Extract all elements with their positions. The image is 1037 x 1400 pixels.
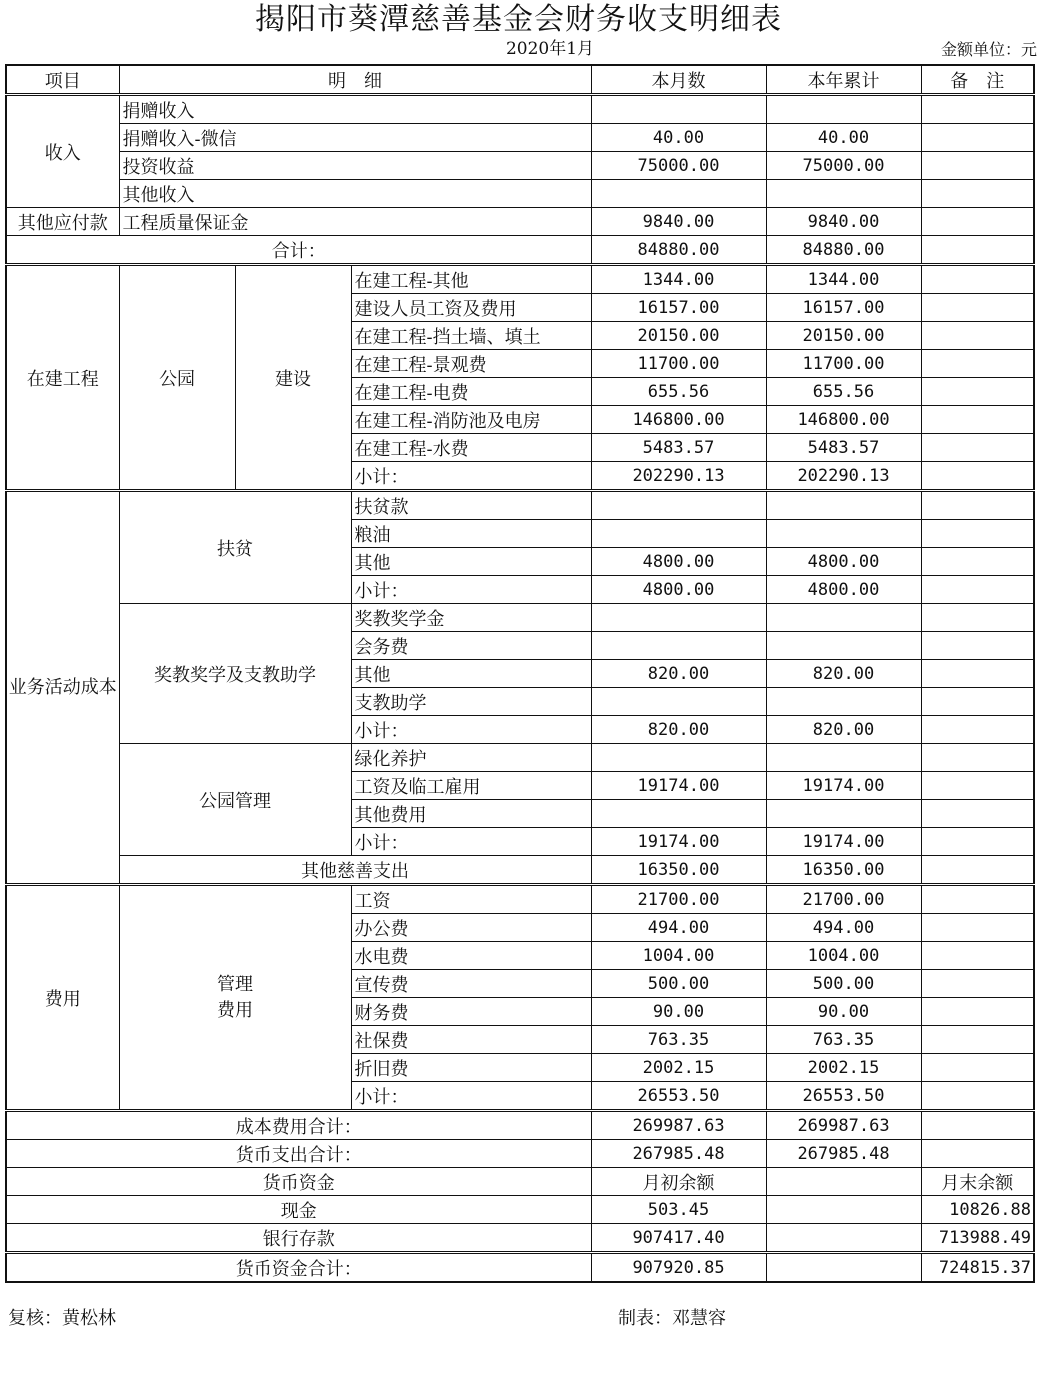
row-label: 在建工程-挡土墙、填土 [351,322,591,350]
header-note: 备 注 [921,65,1034,95]
month-value: 820.00 [591,716,766,744]
row-label: 建设人员工资及费用 [351,294,591,322]
report-title: 揭阳市葵潭慈善基金会财务收支明细表 [255,2,782,37]
month-value: 21700.00 [591,885,766,914]
table-row [6,604,1034,632]
cash-label: 现金 [6,1196,591,1224]
year-value [766,520,921,548]
row-label: 水电费 [351,942,591,970]
month-value [591,800,766,828]
table-row [6,265,1034,294]
expenses-group-label: 费用 [6,885,119,1111]
cash-out-total-label: 货币支出合计： [6,1140,591,1168]
note-cell [921,1140,1034,1168]
note-cell [921,350,1034,378]
management-line2: 费用 [217,999,253,1021]
note-cell [921,236,1034,265]
year-value: 19174.00 [766,772,921,800]
funds-header-row [6,1168,1034,1196]
row-label: 绿化养护 [351,744,591,772]
row-label: 扶贫款 [351,491,591,520]
start-value: 503.45 [591,1196,766,1224]
month-value [591,491,766,520]
month-value [591,604,766,632]
table-row [6,95,1034,124]
row-label: 捐赠收入 [119,95,591,124]
month-value: 16157.00 [591,294,766,322]
month-value [591,520,766,548]
year-value: 494.00 [766,914,921,942]
row-label: 小计： [351,1082,591,1111]
month-value: 20150.00 [591,322,766,350]
note-cell [921,914,1034,942]
note-cell [921,548,1034,576]
other-charity-label: 其他慈善支出 [119,856,591,885]
note-cell [921,124,1034,152]
note-cell [921,716,1034,744]
note-cell [921,180,1034,208]
funds-label: 货币资金 [6,1168,591,1196]
bank-label: 银行存款 [6,1224,591,1253]
year-value: 40.00 [766,124,921,152]
construction-group-label: 在建工程 [6,265,119,491]
row-label: 其他收入 [119,180,591,208]
year-value [766,604,921,632]
note-cell [921,322,1034,350]
month-value [591,95,766,124]
month-value: 19174.00 [591,772,766,800]
total-row [6,1111,1034,1140]
park-label: 公园管理 [119,744,351,856]
header-month: 本月数 [591,65,766,95]
note-cell [921,660,1034,688]
note-cell [921,604,1034,632]
month-value: 5483.57 [591,434,766,462]
year-value: 20150.00 [766,322,921,350]
month-value: 763.35 [591,1026,766,1054]
year-value: 16350.00 [766,856,921,885]
row-label: 折旧费 [351,1054,591,1082]
note-cell [921,942,1034,970]
year-value: 4800.00 [766,576,921,604]
row-label: 小计： [351,828,591,856]
row-label: 工资及临工雇用 [351,772,591,800]
note-cell [921,208,1034,236]
empty-cell [766,1196,921,1224]
year-value [766,688,921,716]
note-cell [921,434,1034,462]
note-cell [921,885,1034,914]
total-label: 合计： [6,236,591,265]
row-label: 小计： [351,716,591,744]
row-label: 在建工程-其他 [351,265,591,294]
table-row [6,1224,1034,1253]
month-value [591,180,766,208]
note-cell [921,95,1034,124]
year-value: 16157.00 [766,294,921,322]
end-value: 713988.49 [921,1224,1034,1253]
education-label: 奖教奖学及支教助学 [119,604,351,744]
note-cell [921,152,1034,180]
end-value: 10826.88 [921,1196,1034,1224]
row-label: 社保费 [351,1026,591,1054]
month-value: 500.00 [591,970,766,998]
construction-sub2-label: 建设 [235,265,351,491]
year-value [766,491,921,520]
poverty-label: 扶贫 [119,491,351,604]
month-value: 16350.00 [591,856,766,885]
year-value: 21700.00 [766,885,921,914]
note-cell [921,688,1034,716]
note-cell [921,576,1034,604]
row-label: 捐赠收入-微信 [119,124,591,152]
table-row [6,856,1034,885]
month-value: 202290.13 [591,462,766,491]
month-value [591,688,766,716]
empty-cell [766,1253,921,1283]
year-value: 84880.00 [766,236,921,265]
note-cell [921,744,1034,772]
table-row [6,885,1034,914]
month-value: 75000.00 [591,152,766,180]
payable-group-label: 其他应付款 [6,208,119,236]
table-row [6,1196,1034,1224]
note-cell [921,294,1034,322]
total-row [6,1140,1034,1168]
month-value [591,744,766,772]
year-value [766,95,921,124]
year-value: 267985.48 [766,1140,921,1168]
note-cell [921,970,1034,998]
month-value [591,632,766,660]
empty-cell [766,1224,921,1253]
month-value: 11700.00 [591,350,766,378]
year-value: 90.00 [766,998,921,1026]
funds-end-header: 月末余额 [921,1168,1034,1196]
year-value [766,180,921,208]
note-cell [921,1054,1034,1082]
note-cell [921,378,1034,406]
row-label: 投资收益 [119,152,591,180]
row-label: 宣传费 [351,970,591,998]
row-label: 粮油 [351,520,591,548]
year-value: 4800.00 [766,548,921,576]
year-value: 9840.00 [766,208,921,236]
row-label: 办公费 [351,914,591,942]
cost-total-label: 成本费用合计： [6,1111,591,1140]
year-value: 202290.13 [766,462,921,491]
year-value: 146800.00 [766,406,921,434]
amount-unit: 金额单位：元 [940,40,1037,59]
year-value: 500.00 [766,970,921,998]
note-cell [921,1111,1034,1140]
row-label: 其他 [351,548,591,576]
reviewer-signature: 复核：黄松林 [8,1308,116,1329]
year-value [766,632,921,660]
note-cell [921,462,1034,491]
year-value: 1004.00 [766,942,921,970]
finance-table [5,64,1035,1283]
header-item: 项目 [6,65,119,95]
note-cell [921,828,1034,856]
month-value: 26553.50 [591,1082,766,1111]
month-value: 146800.00 [591,406,766,434]
preparer-signature: 制表：邓慧容 [618,1308,726,1329]
row-label: 工资 [351,885,591,914]
year-value: 5483.57 [766,434,921,462]
month-value: 84880.00 [591,236,766,265]
month-value: 267985.48 [591,1140,766,1168]
note-cell [921,772,1034,800]
total-row [6,1253,1034,1283]
funds-start-header: 月初余额 [591,1168,766,1196]
year-value: 820.00 [766,660,921,688]
row-label: 其他 [351,660,591,688]
table-row [6,208,1034,236]
row-label: 小计： [351,462,591,491]
note-cell [921,265,1034,294]
note-cell [921,406,1034,434]
start-value: 907920.85 [591,1253,766,1283]
month-value: 19174.00 [591,828,766,856]
table-row [6,124,1034,152]
year-value: 2002.15 [766,1054,921,1082]
year-value: 269987.63 [766,1111,921,1140]
year-value [766,800,921,828]
month-value: 1344.00 [591,265,766,294]
note-cell [921,856,1034,885]
row-label: 支教助学 [351,688,591,716]
row-label: 财务费 [351,998,591,1026]
month-value: 1004.00 [591,942,766,970]
year-value [766,744,921,772]
header-year: 本年累计 [766,65,921,95]
year-value: 820.00 [766,716,921,744]
row-label: 在建工程-水费 [351,434,591,462]
end-value: 724815.37 [921,1253,1034,1283]
year-value: 655.56 [766,378,921,406]
header-detail: 明 细 [119,65,591,95]
table-header-row [6,65,1034,95]
report-date: 2020年1月 [505,39,595,59]
income-group-label: 收入 [6,95,119,208]
month-value: 4800.00 [591,576,766,604]
month-value: 494.00 [591,914,766,942]
month-value: 820.00 [591,660,766,688]
row-label: 会务费 [351,632,591,660]
row-label: 在建工程-消防池及电房 [351,406,591,434]
business-group-label: 业务活动成本 [6,491,119,885]
month-value: 655.56 [591,378,766,406]
row-label: 工程质量保证金 [119,208,591,236]
month-value: 269987.63 [591,1111,766,1140]
month-value: 90.00 [591,998,766,1026]
management-line1: 管理 [217,973,253,995]
row-label: 在建工程-景观费 [351,350,591,378]
month-value: 40.00 [591,124,766,152]
year-value: 11700.00 [766,350,921,378]
row-label: 奖教奖学金 [351,604,591,632]
table-row [6,152,1034,180]
note-cell [921,491,1034,520]
month-value: 2002.15 [591,1054,766,1082]
note-cell [921,632,1034,660]
row-label: 小计： [351,576,591,604]
year-value: 763.35 [766,1026,921,1054]
row-label: 其他费用 [351,800,591,828]
month-value: 4800.00 [591,548,766,576]
table-row [6,744,1034,772]
table-row [6,491,1034,520]
year-value: 1344.00 [766,265,921,294]
management-expense-label [119,885,351,1111]
month-value: 9840.00 [591,208,766,236]
construction-sub-label: 公园 [119,265,235,491]
start-value: 907417.40 [591,1224,766,1253]
note-cell [921,520,1034,548]
empty-cell [766,1168,921,1196]
row-label: 在建工程-电费 [351,378,591,406]
note-cell [921,800,1034,828]
table-row [6,180,1034,208]
note-cell [921,1082,1034,1111]
year-value: 26553.50 [766,1082,921,1111]
year-value: 75000.00 [766,152,921,180]
total-row [6,236,1034,265]
funds-total-label: 货币资金合计： [6,1253,591,1283]
note-cell [921,1026,1034,1054]
note-cell [921,998,1034,1026]
year-value: 19174.00 [766,828,921,856]
